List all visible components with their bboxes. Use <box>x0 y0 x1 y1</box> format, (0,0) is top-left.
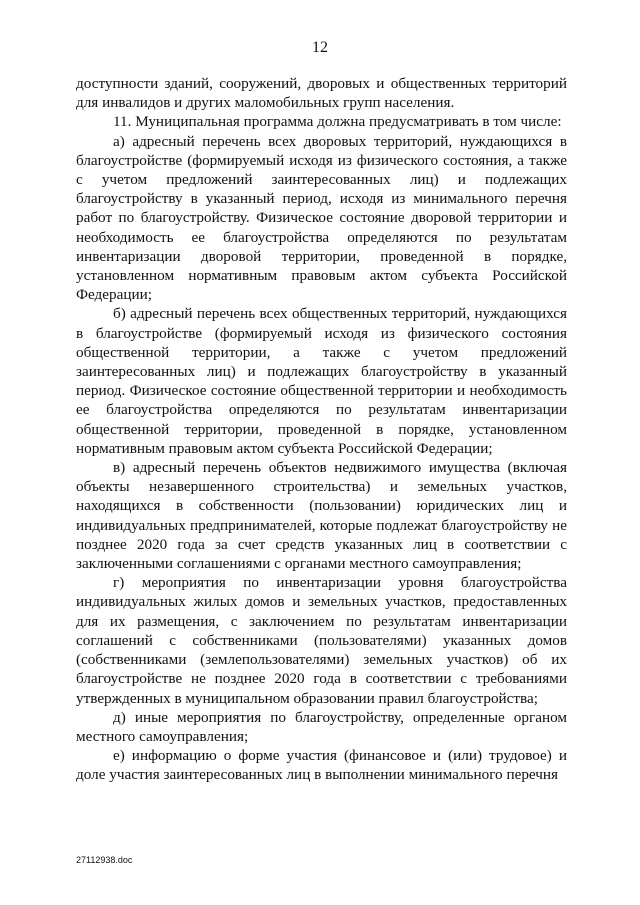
paragraph-v: в) адресный перечень объектов недвижимого имущества (включая объекты незавершенного строительства) и земельных участков, находящихся в собственности (пользовании) юридических лиц и индивидуальных предпринимателей, которые подлежат благоустройству не позднее 2020 года за счет средств указанных лиц в соответствии с заключенными соглашениями с органами местного самоуправления; <box>76 459 567 573</box>
paragraph-item-11: 11. Муниципальная программа должна предусматривать в том числе: <box>113 113 562 131</box>
paragraph-continuation: доступности зданий, сооружений, дворовых и общественных территорий для инвалидов и других маломобильных групп населения. <box>76 75 567 112</box>
paragraph-e: е) информацию о форме участия (финансовое и (или) трудовое) и доле участия заинтересованных лиц в выполнении минимального перечня <box>76 747 567 784</box>
paragraph-a: а) адресный перечень всех дворовых территорий, нуждающихся в благоустройстве (формируемый исходя из физического состояния, а также с учетом предложений заинтересованных лиц) и подлежащих благоустройству в указанный период, исходя из минимального перечня работ по благоустройству. Физическое состояние дворовой территории и необходимость ее благоустройства определяются по результатам инвентаризации дворовой территории, проведенной в порядке, установленном нормативным правовым актом субъекта Российской Федерации; <box>76 132 567 304</box>
page-number: 12 <box>312 39 328 56</box>
paragraph-g: г) мероприятия по инвентаризации уровня благоустройства индивидуальных жилых домов и земельных участков, предоставленных для их размещения, с заключением по результатам инвентаризации соглашений с собственниками (пользователями) указанных домов (собственниками (землепользователями) земельных участков) об их благоустройстве не позднее 2020 года в соответствии с требованиями утвержденных в муниципальном образовании правил благоустройства; <box>76 574 567 707</box>
paragraph-b: б) адресный перечень всех общественных территорий, нуждающихся в благоустройстве (формируемый исходя из физического состояния общественной территории, а также с учетом предложений заинтересованных лиц) и подлежащих благоустройству в указанный период. Физическое состояние общественной территории и необходимость ее благоустройства определяются по результатам инвентаризации общественной территории, проведенной в порядке, установленном нормативным правовым актом субъекта Российской Федерации; <box>76 305 567 457</box>
paragraph-d: д) иные мероприятия по благоустройству, определенные органом местного самоуправления; <box>76 708 567 745</box>
footer-filename: 27112938.doc <box>76 855 133 865</box>
document-body <box>76 74 567 785</box>
